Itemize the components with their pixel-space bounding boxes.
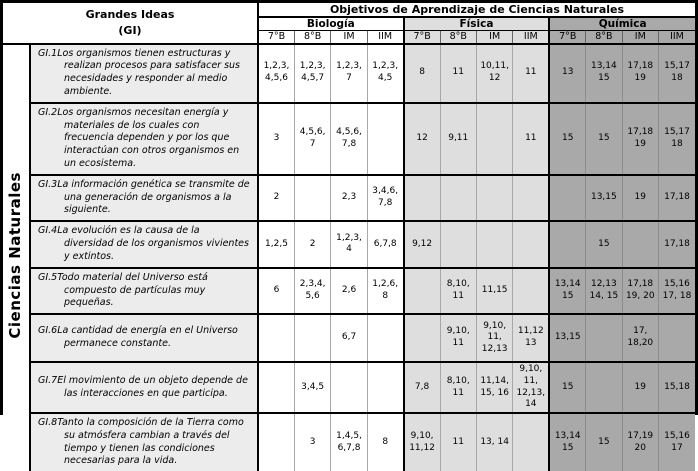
grande-idea-description [30, 268, 258, 314]
oa-cell: 19 [622, 362, 658, 413]
oa-cell: 8 [367, 413, 403, 471]
oa-cell: 9,11 [440, 103, 476, 175]
table-row-gi5 [3, 268, 695, 314]
oa-cell: 3,4,5 [294, 362, 330, 413]
oa-cell: 6,7,8 [367, 221, 403, 267]
oa-cell [258, 362, 294, 413]
subject-sidebar [3, 44, 30, 471]
grande-idea-description [30, 175, 258, 221]
oa-cell: 6,7 [331, 314, 367, 362]
oa-cell: 15 [549, 103, 585, 175]
grande-idea-id: GI.8 [38, 417, 57, 428]
oa-cell: 2,3,4, 5,6 [294, 268, 330, 314]
grande-idea-description [30, 103, 258, 175]
oa-cell: 13, 14 [476, 413, 512, 471]
grande-idea-id: GI.2 [38, 107, 57, 118]
oa-cell: 17, 18,20 [622, 314, 658, 362]
oa-cell [476, 221, 512, 267]
oa-cell [622, 221, 658, 267]
oa-cell: 8,10, 11 [440, 268, 476, 314]
oa-cell: 15 [586, 103, 622, 175]
oa-cell: 9,10, 11,12 [404, 413, 440, 471]
grande-idea-description [30, 221, 258, 267]
oa-cell: 3 [258, 103, 294, 175]
oa-cell [367, 103, 403, 175]
oa-cell: 1,2,3, 4,5 [367, 44, 403, 103]
oa-cell: 3,4,6, 7,8 [367, 175, 403, 221]
oa-cell [513, 175, 549, 221]
oa-cell [404, 314, 440, 362]
oa-cell: 15,17 18 [658, 44, 695, 103]
oa-cell [294, 314, 330, 362]
grade-header-fisica-im: IM [476, 31, 512, 44]
oa-cell: 17,18 [658, 175, 695, 221]
oa-cell [258, 413, 294, 471]
oa-cell: 12 [404, 103, 440, 175]
oa-cell: 7,8 [404, 362, 440, 413]
grande-idea-description [30, 413, 258, 471]
oa-cell [586, 362, 622, 413]
oa-cell [367, 362, 403, 413]
grande-idea-id: GI.6 [38, 325, 57, 336]
oa-cell: 2 [294, 221, 330, 267]
oa-cell: 9,12 [404, 221, 440, 267]
grande-idea-text: La evolución es la causa de la diversidad de los organismos vivientes y extintos. [57, 225, 249, 262]
oa-cell: 1,2,5 [258, 221, 294, 267]
grade-header-fisica-7b: 7°B [404, 31, 440, 44]
oa-cell [549, 221, 585, 267]
oa-cell: 17,18 19 [622, 44, 658, 103]
grande-idea-text: La información genética se transmite de una generación de organismos a la siguiente. [57, 179, 249, 216]
table-row-gi3 [3, 175, 695, 221]
grande-idea-text: Los organismos necesitan energía y materiales de los cuales con frecuencia dependen y por los que interactúan con otros organismos en un ecosistema. [57, 107, 239, 169]
oa-cell [513, 413, 549, 471]
grandes-ideas-title-line1: Grandes Ideas [3, 7, 257, 23]
oa-cell: 13,15 [586, 175, 622, 221]
grande-idea-id: GI.5 [38, 272, 57, 283]
oa-cell [404, 268, 440, 314]
oa-cell: 8,10, 11 [440, 362, 476, 413]
oa-cell: 1,2,3, 4,5,6 [258, 44, 294, 103]
grande-idea-id: GI.7 [38, 375, 57, 386]
objetivos-header: Objetivos de Aprendizaje de Ciencias Naturales [258, 3, 695, 17]
oa-cell: 17,18 [658, 221, 695, 267]
oa-cell [404, 175, 440, 221]
grande-idea-description [30, 362, 258, 413]
oa-cell: 1,2,3, 7 [331, 44, 367, 103]
oa-cell: 10,11, 12 [476, 44, 512, 103]
subject-sidebar-label: Ciencias Naturales [6, 172, 26, 339]
oa-cell: 1,2,3, 4,5,7 [294, 44, 330, 103]
oa-cell: 2,3 [331, 175, 367, 221]
oa-cell [331, 362, 367, 413]
grade-header-fisica-8b: 8°B [440, 31, 476, 44]
oa-cell: 15,18 [658, 362, 695, 413]
oa-cell: 11 [440, 44, 476, 103]
grade-header-biologia-im: IM [331, 31, 367, 44]
oa-cell [549, 175, 585, 221]
grande-idea-id: GI.3 [38, 179, 57, 190]
quimica-header: Química [549, 17, 695, 31]
oa-cell: 13,14 15 [586, 44, 622, 103]
grade-header-biologia-iim: IIM [367, 31, 403, 44]
oa-cell: 15 [586, 221, 622, 267]
oa-cell: 19 [622, 175, 658, 221]
oa-cell: 2,6 [331, 268, 367, 314]
header-row-main [3, 3, 695, 17]
oa-cell [367, 314, 403, 362]
grande-idea-text: La cantidad de energía en el Universo permanece constante. [57, 325, 238, 349]
grade-header-quimica-7b: 7°B [549, 31, 585, 44]
oa-cell: 15 [549, 362, 585, 413]
oa-cell [586, 314, 622, 362]
oa-cell: 11,12 13 [513, 314, 549, 362]
table-row-gi4 [3, 221, 695, 267]
oa-cell: 15 [586, 413, 622, 471]
oa-cell: 13,14 15 [549, 413, 585, 471]
grande-idea-id: GI.1 [38, 48, 57, 59]
oa-cell [513, 268, 549, 314]
oa-cell: 17,18 19 [622, 103, 658, 175]
oa-cell: 15,17 18 [658, 103, 695, 175]
objetivos-aprendizaje-table [3, 3, 695, 471]
grade-header-biologia-8b: 8°B [294, 31, 330, 44]
oa-cell: 4,5,6, 7 [294, 103, 330, 175]
oa-cell: 13,15 [549, 314, 585, 362]
oa-cell [258, 314, 294, 362]
oa-cell: 1,2,3, 4 [331, 221, 367, 267]
grade-header-quimica-iim: IIM [658, 31, 695, 44]
oa-cell: 9,10, 11, 12,13 [476, 314, 512, 362]
oa-cell: 11 [440, 413, 476, 471]
biologia-header: Biología [258, 17, 404, 31]
oa-cell [476, 103, 512, 175]
oa-cell: 11,14, 15, 16 [476, 362, 512, 413]
grande-idea-text: Todo material del Universo está compuesto de partículas muy pequeñas. [57, 272, 208, 309]
table-row-gi6 [3, 314, 695, 362]
grade-header-quimica-8b: 8°B [586, 31, 622, 44]
oa-cell: 11 [513, 44, 549, 103]
oa-cell [658, 314, 695, 362]
grande-idea-description [30, 44, 258, 103]
grandes-ideas-title-line2: (GI) [3, 23, 257, 39]
oa-cell: 11 [513, 103, 549, 175]
oa-cell: 8 [404, 44, 440, 103]
table-row-gi1 [3, 44, 695, 103]
table-row-gi2 [3, 103, 695, 175]
oa-cell: 13,14 15 [549, 268, 585, 314]
oa-cell [294, 175, 330, 221]
oa-cell: 1,2,6, 8 [367, 268, 403, 314]
grade-header-biologia-7b: 7°B [258, 31, 294, 44]
grade-header-quimica-im: IM [622, 31, 658, 44]
grade-header-fisica-iim: IIM [513, 31, 549, 44]
oa-cell: 1,4,5, 6,7,8 [331, 413, 367, 471]
grande-idea-text: Los organismos tienen estructuras y realizan procesos para satisfacer sus necesidades y responder al medio ambiente. [57, 48, 240, 97]
grande-idea-text: Tanto la composición de la Tierra como su atmósfera cambian a través del tiempo y tienen las condiciones necesarias para la vida. [57, 417, 244, 466]
oa-cell: 17,18 19, 20 [622, 268, 658, 314]
grande-idea-text: El movimiento de un objeto depende de las interacciones en que participa. [57, 375, 248, 399]
grande-idea-description [30, 314, 258, 362]
oa-cell: 4,5,6, 7,8 [331, 103, 367, 175]
fisica-header: Física [404, 17, 550, 31]
oa-cell: 9,10, 11, 12,13, 14 [513, 362, 549, 413]
oa-cell: 17,19 20 [622, 413, 658, 471]
oa-cell: 2 [258, 175, 294, 221]
oa-cell: 15,16 17 [658, 413, 695, 471]
oa-cell [513, 221, 549, 267]
oa-cell: 6 [258, 268, 294, 314]
oa-cell: 12,13 14, 15 [586, 268, 622, 314]
oa-cell: 3 [294, 413, 330, 471]
oa-cell: 13 [549, 44, 585, 103]
oa-cell [440, 221, 476, 267]
oa-cell [476, 175, 512, 221]
oa-cell: 15,16 17, 18 [658, 268, 695, 314]
grande-idea-id: GI.4 [38, 225, 57, 236]
grandes-ideas-header [3, 3, 258, 44]
oa-cell [440, 175, 476, 221]
table-row-gi8 [3, 413, 695, 471]
oa-cell: 9,10, 11 [440, 314, 476, 362]
oa-cell: 11,15 [476, 268, 512, 314]
table-row-gi7 [3, 362, 695, 413]
